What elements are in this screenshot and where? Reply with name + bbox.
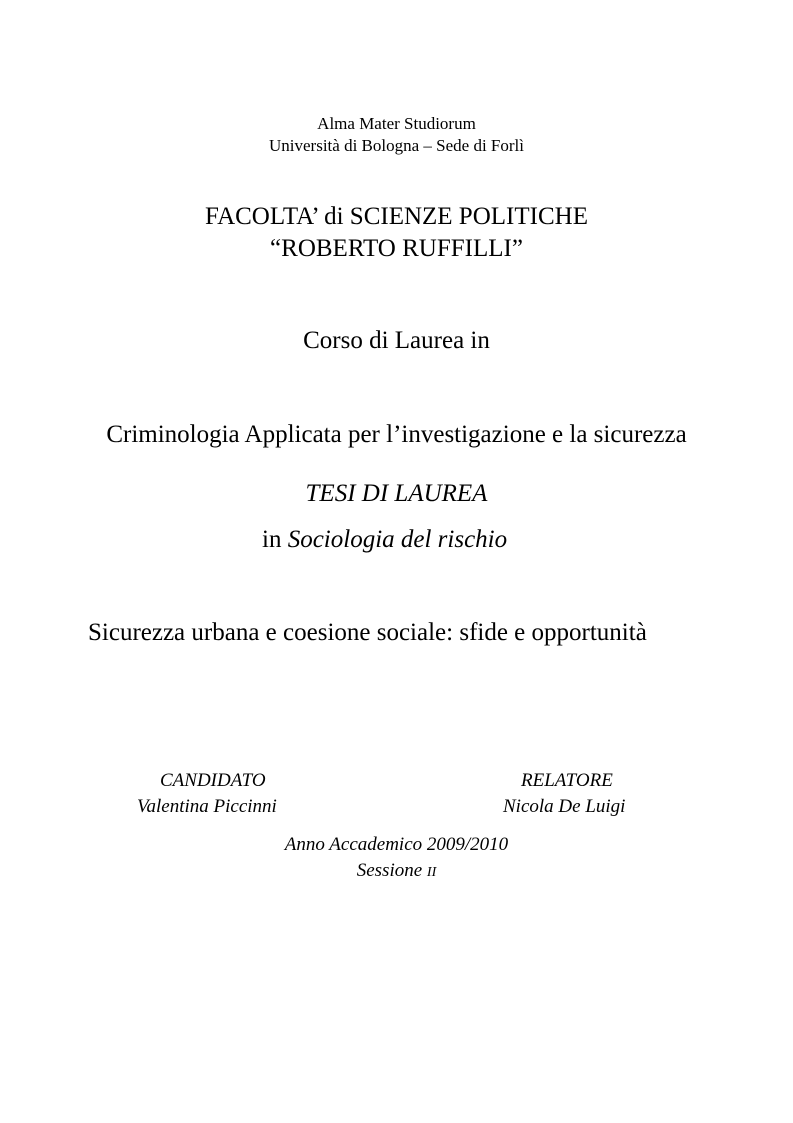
academic-year: Anno Accademico 2009/2010: [284, 834, 509, 855]
thesis-title: Sicurezza urbana e coesione sociale: sfide e opportunità: [88, 619, 647, 646]
candidate-role: CANDIDATO: [160, 770, 266, 791]
thesis-heading: TESI DI LAUREA: [305, 480, 488, 507]
thesis-subject-line: [262, 527, 507, 552]
thesis-subject-prefix: in: [262, 526, 282, 553]
supervisor-name: Nicola De Luigi: [503, 796, 626, 817]
university-name: Alma Mater Studiorum: [317, 114, 476, 133]
course-intro: Corso di Laurea in: [303, 327, 490, 354]
course-name: Criminologia Applicata per l’investigazione e la sicurezza: [106, 421, 687, 448]
academic-session: [0, 861, 793, 880]
university-campus: Università di Bologna – Sede di Forlì: [269, 136, 524, 155]
supervisor-role: RELATORE: [521, 770, 613, 791]
thesis-subject: Sociologia del rischio: [287, 526, 508, 553]
session-number: II: [426, 865, 437, 880]
candidate-name: Valentina Piccinni: [137, 796, 277, 817]
faculty-name: FACOLTA’ di SCIENZE POLITICHE: [205, 203, 588, 230]
session-label: Sessione: [356, 860, 423, 881]
faculty-dedication: “ROBERTO RUFFILLI”: [270, 235, 523, 262]
